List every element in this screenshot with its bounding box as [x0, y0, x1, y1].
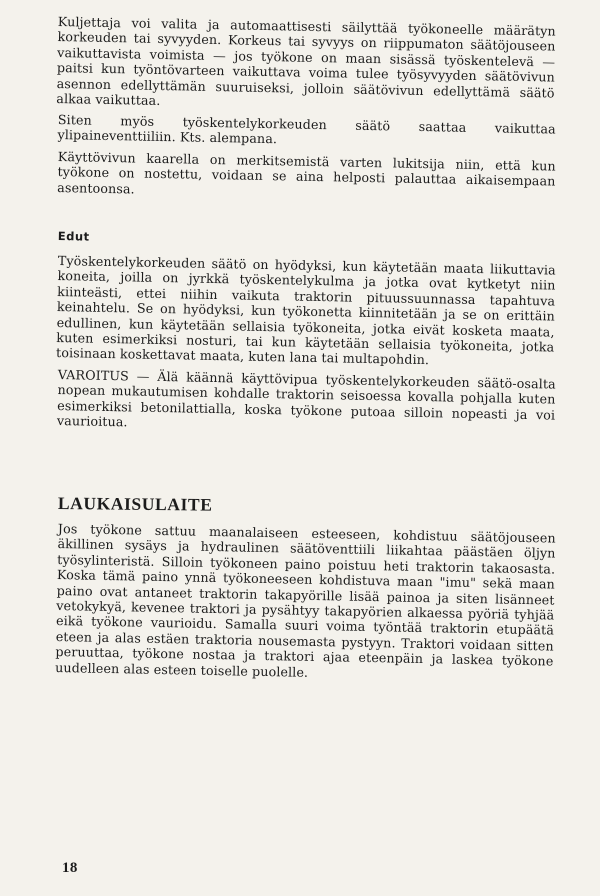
paragraph-warning: VAROITUS — Älä käännä käyttövipua työskentelykorkeuden säätö-osalta nopean mukautumisen kohdalle traktorin seisoessa kovalla pohjalla kuten esimerkiksi betonilattialla, koska työkone putoaa silloin nopeasti ja voi vaurioitua.	[56, 367, 556, 430]
paragraph-advantages: Työskentelykorkeuden säätö on hyödyksi, kun käytetään maata liikuttavia koneita, joilla on jyrkkä työskentelykulma ja jotka ovat kytketyt niin kiinteästi, ettei niihin vaikuta traktorin pituussuunnassa tapahtuva keinahtelu. Se on hyödyksi, kun työkonetta kiinnitetään ja se on erittäin edullinen, kun käytetään sellaisia työkoneita, jotka eivät kosketa maata, kuten esimerkiksi nosturi, tai kun käytetään sellaisia työkoneita, jotka toisinaan koskettavat maata, kuten lana tai multapohdin.	[55, 253, 556, 369]
page-number: 18	[62, 860, 78, 876]
paragraph-release-mechanism: Jos työkone sattuu maanalaiseen esteeseen, kohdistuu säätöjouseen äkillinen sysäys ja hydraulinen säätöventtiili liikahtaa päästäen öljyn työsylinteristä. Silloin työkoneen paino poistuu heti traktorin takaosasta. Koska tämä paino ynnä työkoneeseen kohdistuva maan "imu" sekä maan paino ovat antaneet traktorin takapyörille lisää painoa ja siten lisänneet vetokykyä, kevenee traktori ja pysähtyy takapyörien alkaessa pyöriä tyhjää eikä työkone vaurioidu. Samalla suuri voima työntää traktorin etupäätä eteen ja alas estäen traktoria nousemasta pystyyn. Traktori voidaan sitten peruuttaa, työkone nostaa ja traktori ajaa eteenpäin ja laskea työkone uudelleen alas esteen toiselle puolelle.	[55, 520, 556, 680]
section-heading-laukaisulaite: LAUKAISULAITE	[57, 492, 213, 515]
paragraph-lever-marker: Käyttövivun kaarella on merkitsemistä varten lukitsija niin, että kun työkone on nostettu, voidaan se aina helposti palauttaa aikaisempaan asentoonsa.	[57, 149, 556, 197]
subheading-edut: Edut	[57, 229, 90, 245]
paragraph-relief-valve-note: Siten myös työskentelykorkeuden säätö saattaa vaikuttaa ylipaineventtiiliin. Kts. alempana.	[57, 112, 556, 148]
paragraph-depth-control: Kuljettaja voi valita ja automaattisesti säilyttää työkoneelle määrätyn korkeuden tai syvyyden. Korkeus tai syvyys on riippumaton säätöjouseen vaikuttavista voimista — jos työkone on maan sisässä työskentelevä — paitsi kun työntövarteen vaikuttava voima tulee työsyvyyden säätövivun asennon edellyttämän suuruiseksi, jolloin säätövivun edellyttämä säätö alkaa vaikuttaa.	[56, 14, 556, 109]
